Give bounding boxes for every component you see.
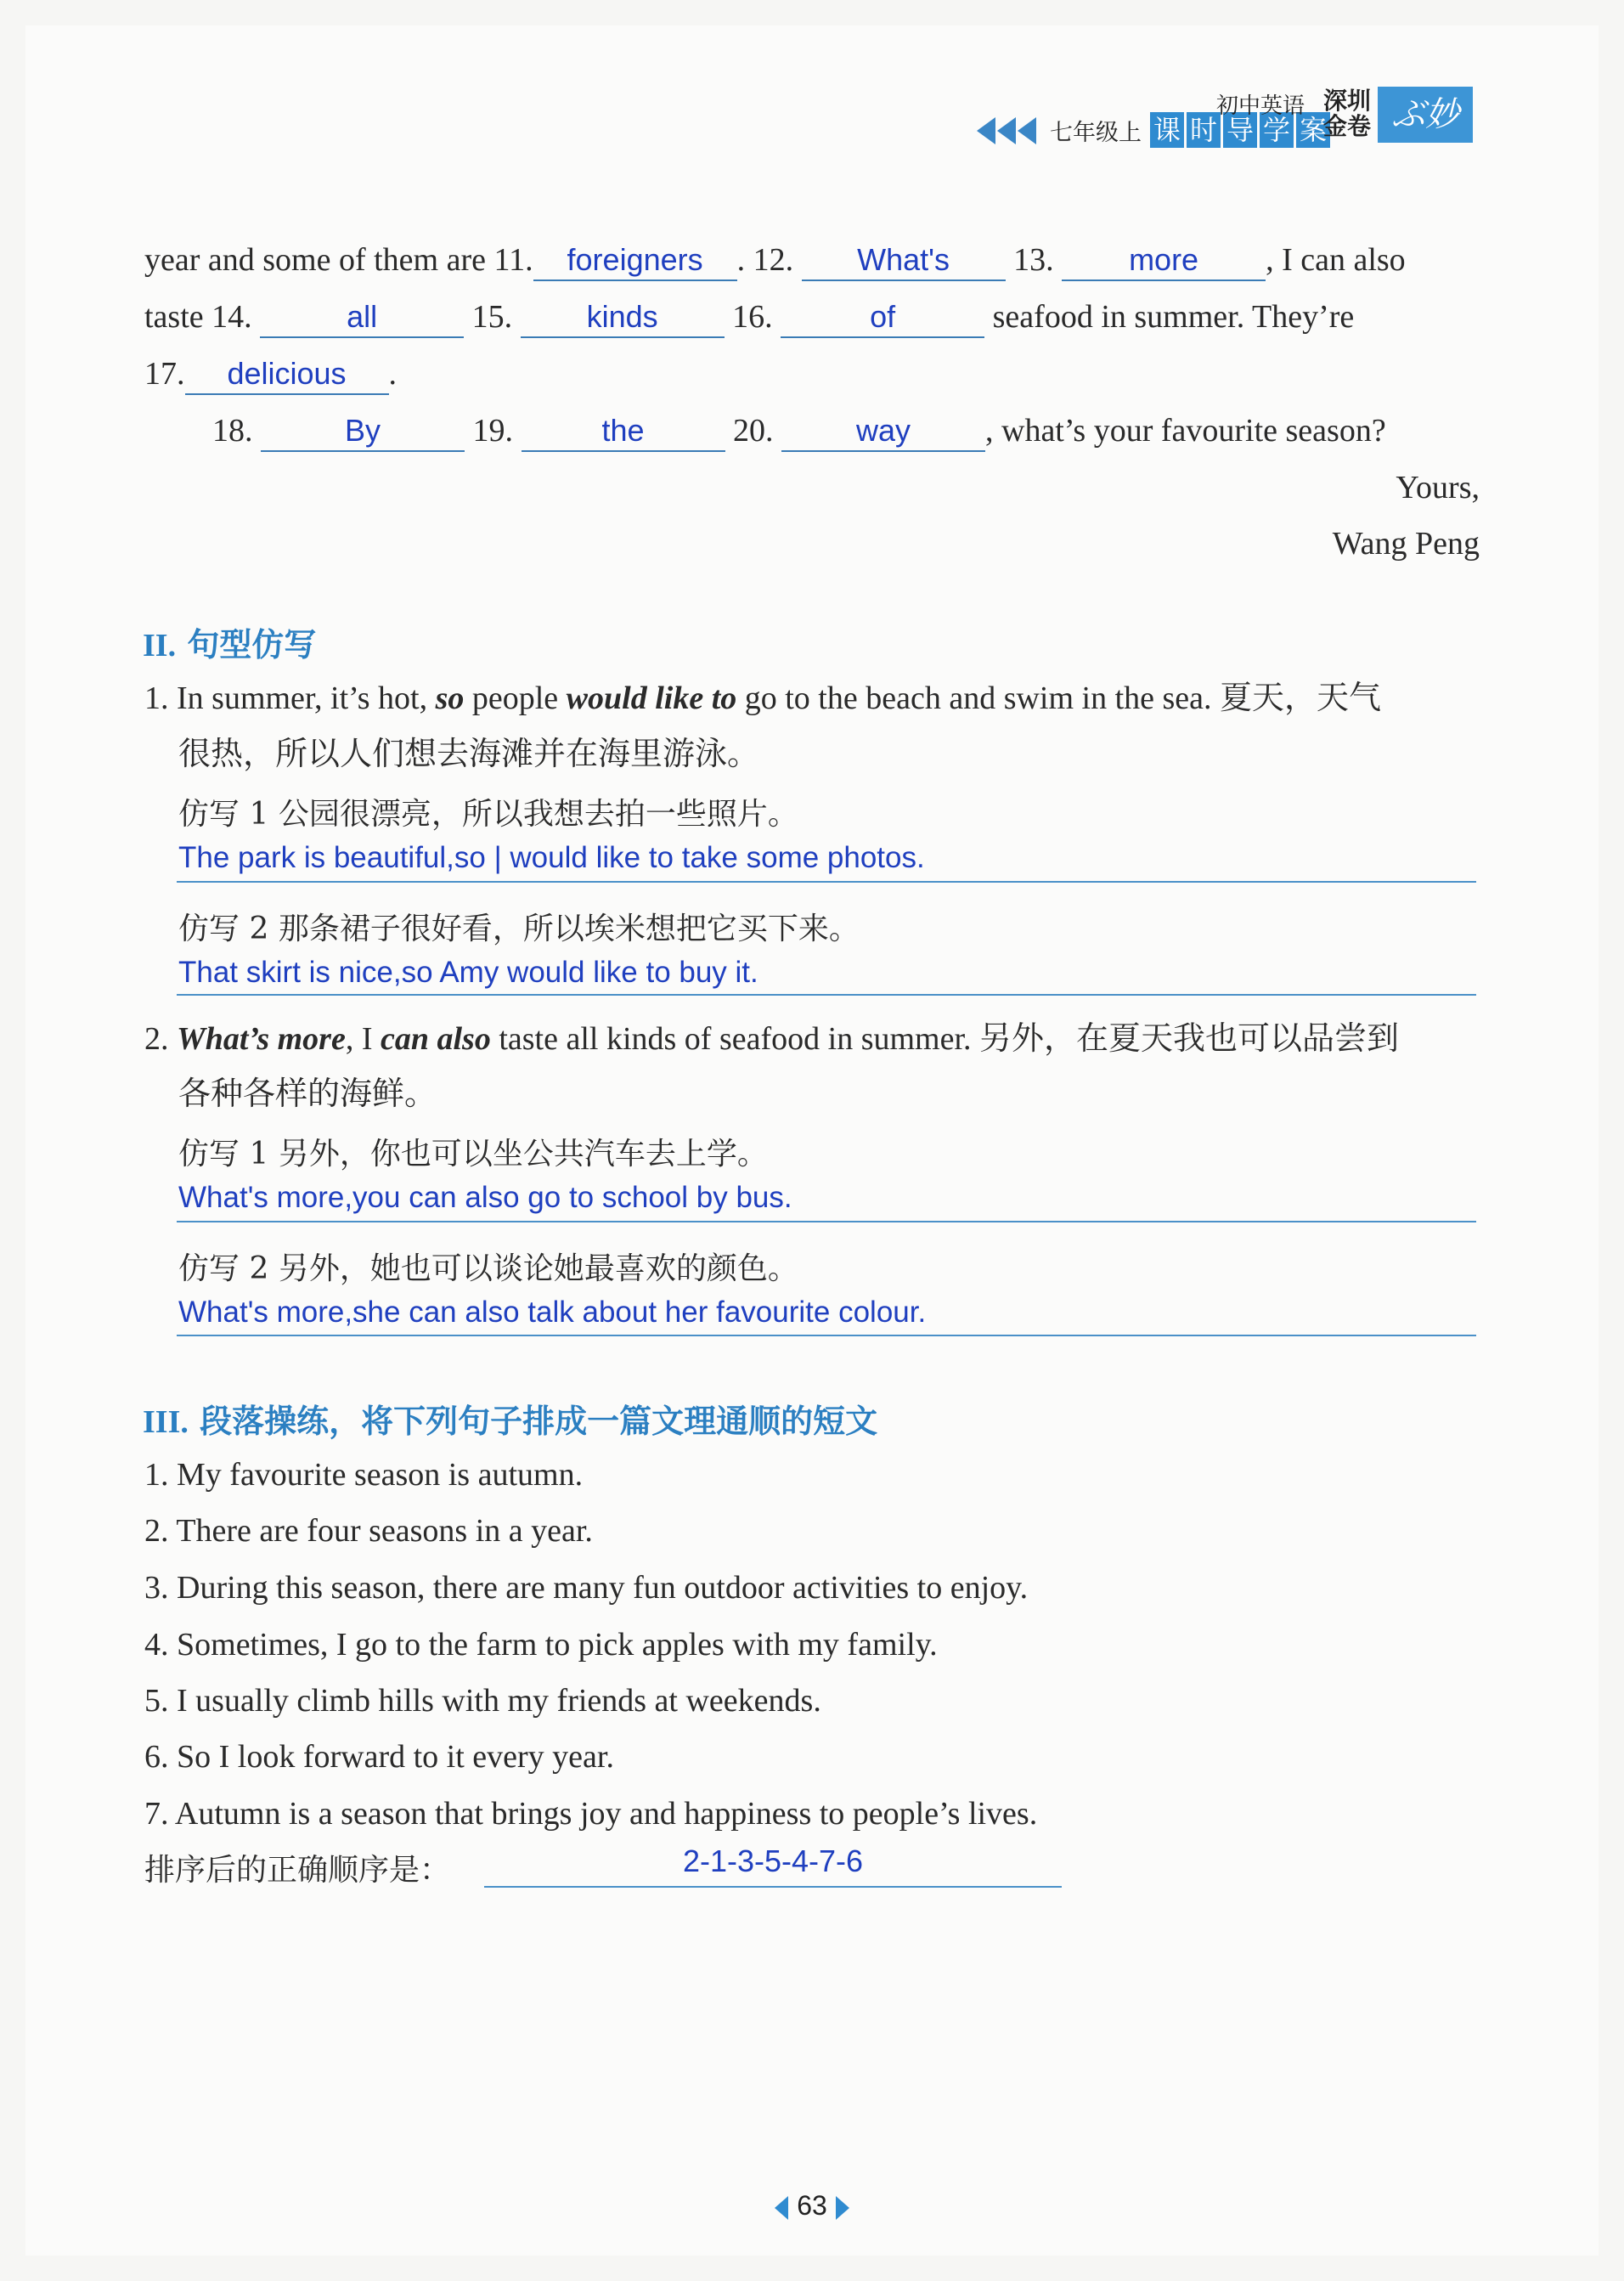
q1-imitation-1-answer: The park is beautiful,so | would like to take some photos. — [178, 841, 925, 874]
answer-line — [177, 994, 1476, 996]
blank-15: kinds — [521, 297, 725, 338]
list-item: 5. I usually climb hills with my friends at weekends. — [144, 1683, 821, 1719]
q2-translation: 各种各样的海鲜。 — [178, 1076, 437, 1112]
q2-imitation-2-answer: What's more,she can also talk about her favourite colour. — [178, 1296, 927, 1329]
answer-line — [177, 1335, 1476, 1336]
page-number: 63 — [0, 2190, 1624, 2222]
brand-logo: ぶ妙 — [1378, 87, 1473, 143]
list-item: 3. During this season, there are many fun outdoor activities to enjoy. — [144, 1570, 1029, 1606]
answer-line — [177, 1221, 1476, 1222]
order-label: 排序后的正确顺序是： — [144, 1853, 451, 1888]
list-item: 6. So I look forward to it every year. — [144, 1739, 614, 1775]
letter-line-1: year and some of them are 11. foreigners . 12. What's 13. more , I can also — [144, 238, 1406, 282]
order-answer: 2-1-3-5-4-7-6 — [682, 1843, 864, 1878]
blank-16: of — [781, 297, 984, 338]
letter-line-4: 18. By 19. the 20. way , what’s your favourite season? — [212, 409, 1386, 453]
header-subject: 初中英语 — [1216, 93, 1305, 119]
blank-20: way — [781, 411, 985, 452]
q2-sentence: 2. What’s more, I can also taste all kinds of seafood in summer. 另外，在夏天我也可以品尝到 — [144, 1021, 1400, 1057]
q1-imitation-1-prompt: 仿写 1 公园很漂亮，所以我想去拍一些照片。 — [178, 797, 798, 832]
blank-13: more — [1062, 240, 1266, 281]
header-city: 深圳金卷 — [1323, 87, 1372, 140]
list-item: 1. My favourite season is autumn. — [144, 1457, 584, 1493]
blank-18: By — [261, 411, 465, 452]
q1-sentence: 1. In summer, it’s hot, so people would like to go to the beach and swim in the sea. 夏天，天气 — [144, 680, 1382, 716]
answer-line — [484, 1886, 1062, 1888]
letter-signature: Wang Peng — [1332, 526, 1480, 562]
q1-translation: 很热，所以人们想去海滩并在海里游泳。 — [178, 737, 760, 772]
q2-imitation-1-answer: What's more,you can also go to school by bus. — [178, 1181, 792, 1214]
header-series: 课 时 导 学 案 — [1150, 112, 1333, 148]
list-item: 2. There are four seasons in a year. — [144, 1513, 593, 1549]
list-item: 4. Sometimes, I go to the farm to pick apples with my family. — [144, 1627, 938, 1663]
letter-line-3: 17. delicious . — [144, 352, 397, 396]
section-3-heading: III. 段落操练，将下列句子排成一篇文理通顺的短文 — [143, 1403, 878, 1440]
answer-line — [177, 881, 1476, 883]
q1-imitation-2-answer: That skirt is nice,so Amy would like to buy it. — [178, 956, 758, 989]
blank-11: foreigners — [533, 240, 737, 281]
header-arrows-icon — [977, 117, 1038, 149]
blank-17: delicious — [185, 354, 389, 395]
blank-12: What's — [802, 240, 1006, 281]
section-2-heading: II. 句型仿写 — [143, 626, 317, 663]
q1-imitation-2-prompt: 仿写 2 那条裙子很好看，所以埃米想把它买下来。 — [178, 912, 860, 946]
next-arrow-icon — [836, 2196, 849, 2220]
previous-arrow-icon — [775, 2196, 788, 2220]
letter-line-2: taste 14. all 15. kinds 16. of seafood in summer. They’re — [144, 295, 1354, 339]
q2-imitation-2-prompt: 仿写 2 另外，她也可以谈论她最喜欢的颜色。 — [178, 1251, 798, 1286]
blank-14: all — [260, 297, 464, 338]
header-grade: 七年级上 — [1050, 120, 1142, 146]
letter-closing: Yours, — [1396, 470, 1480, 505]
list-item: 7. Autumn is a season that brings joy and happiness to people’s lives. — [144, 1796, 1038, 1832]
blank-19: the — [522, 411, 725, 452]
q2-imitation-1-prompt: 仿写 1 另外，你也可以坐公共汽车去上学。 — [178, 1137, 768, 1172]
